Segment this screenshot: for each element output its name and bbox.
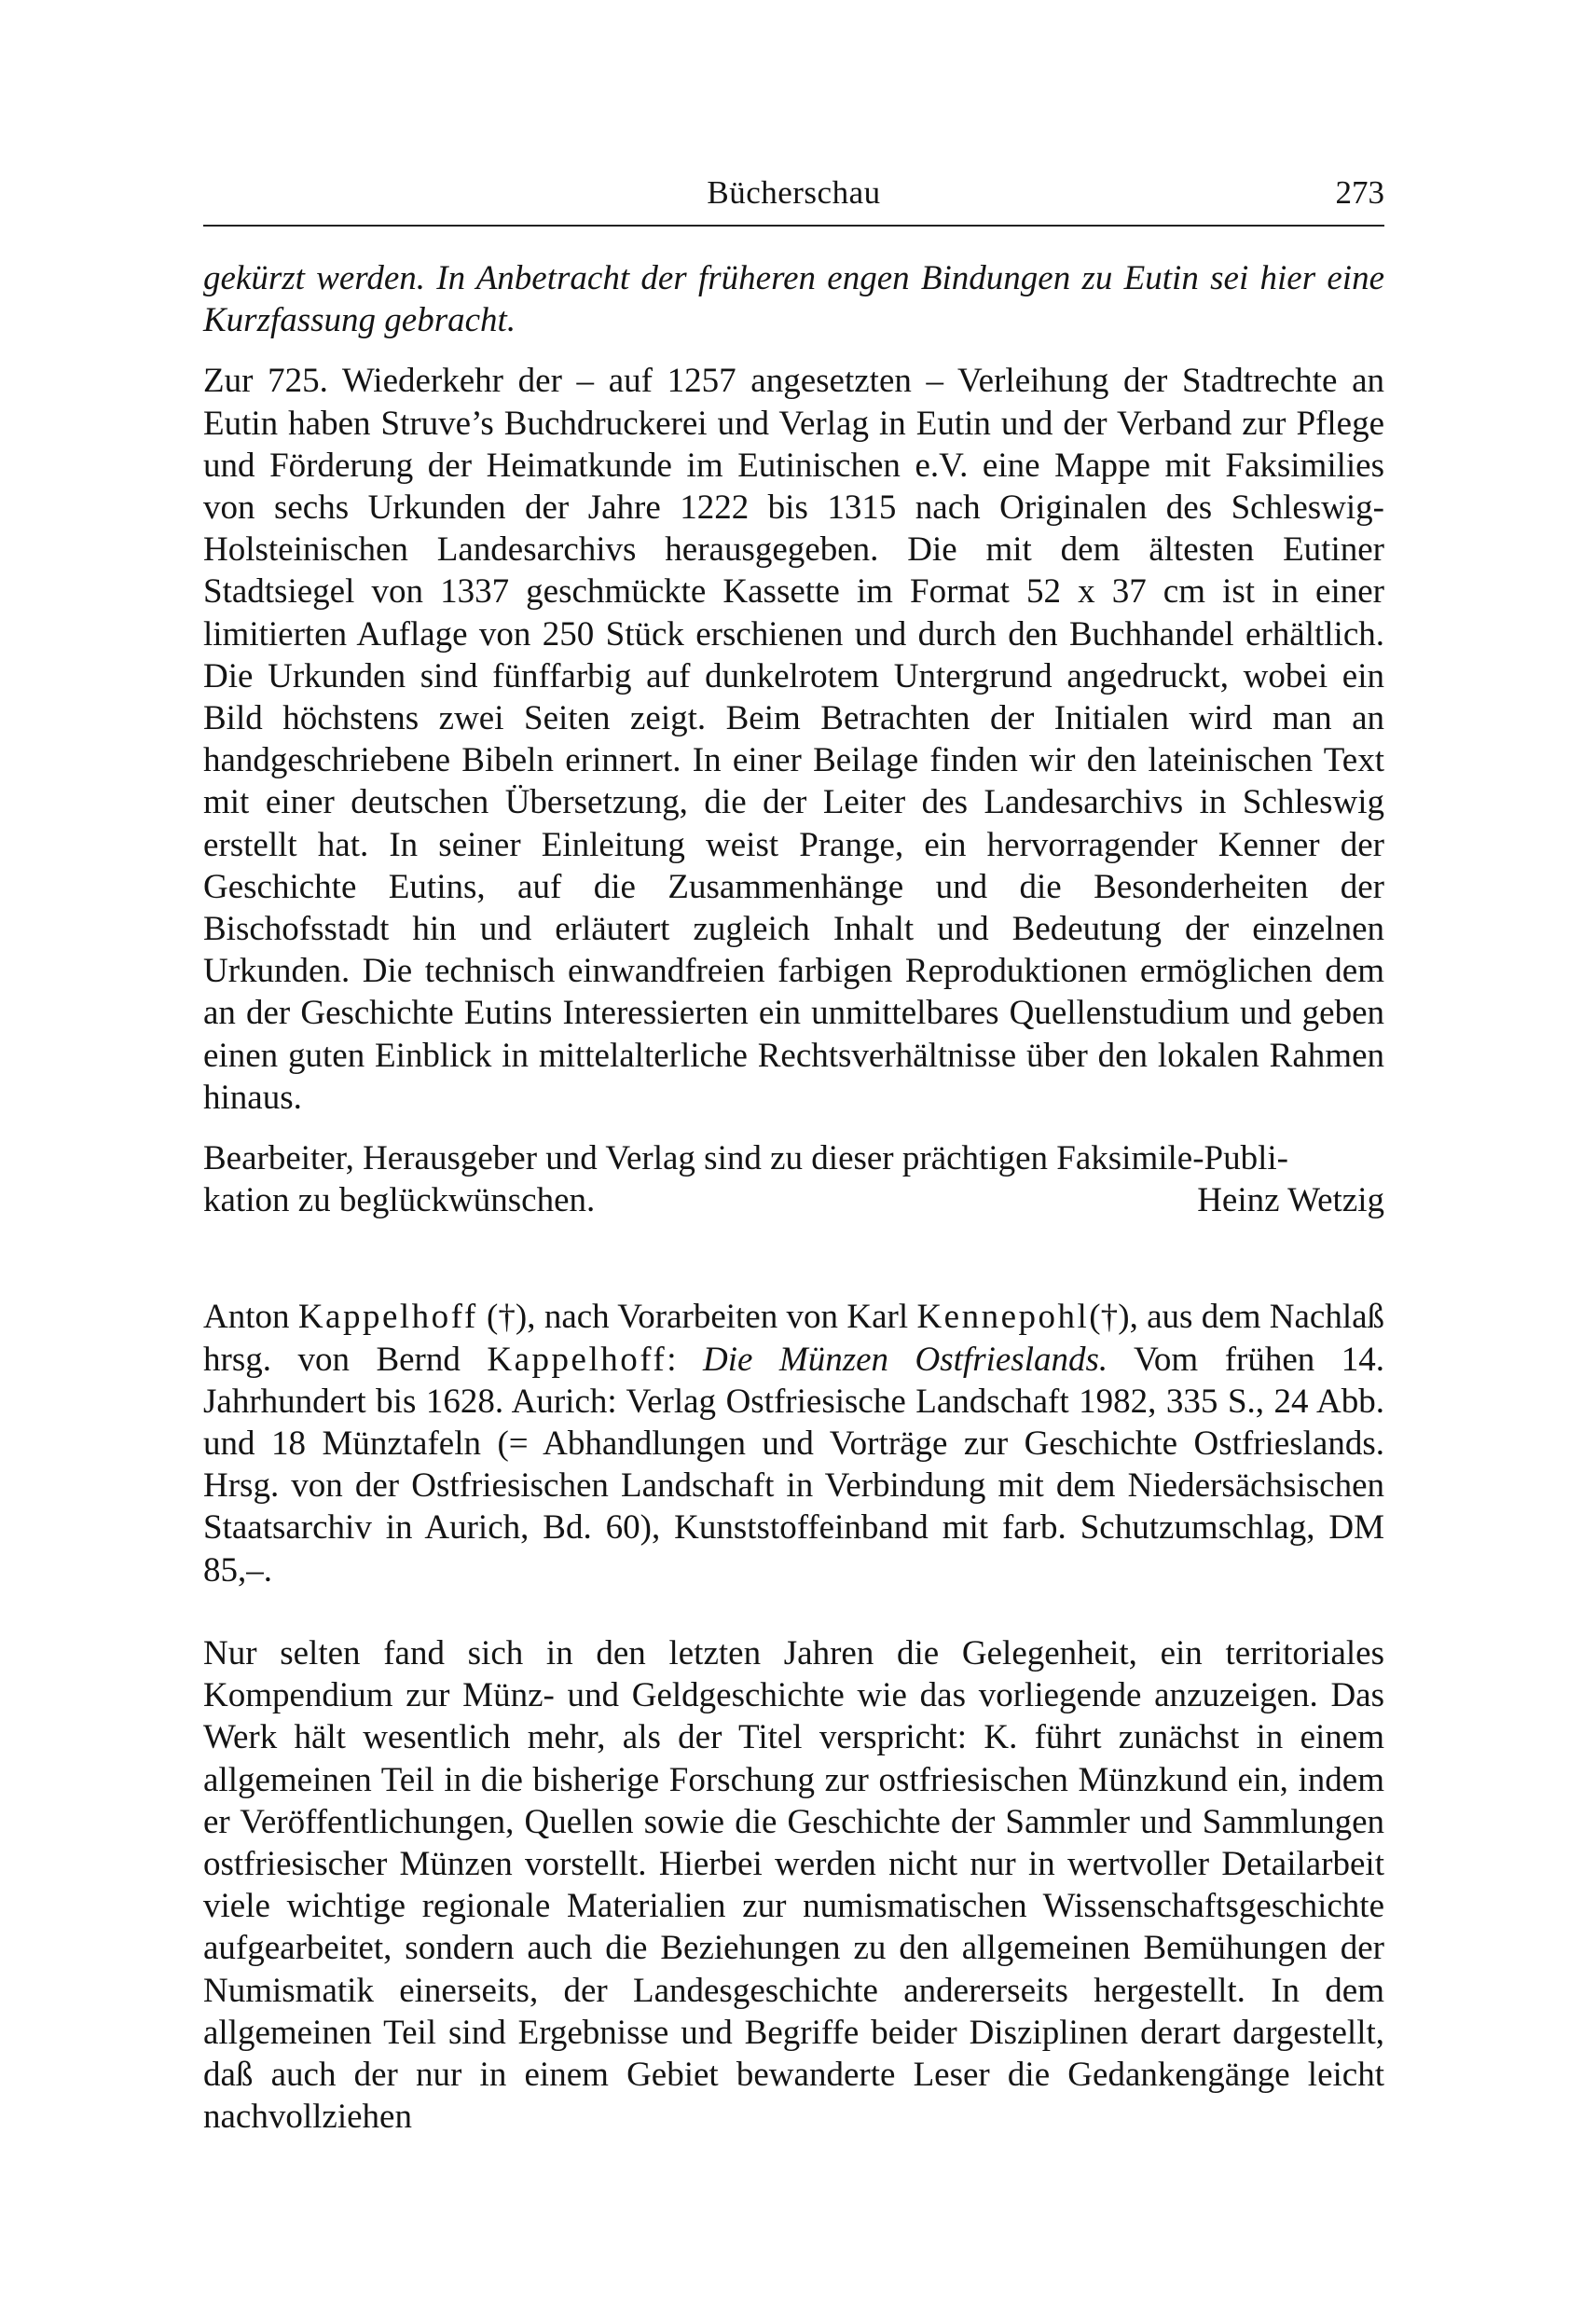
header-rule: [203, 225, 1384, 227]
entry-part-2: (†), aus dem Nachlaß hrsg. von Bernd: [203, 1298, 1385, 1379]
spacer: [203, 1221, 1384, 1296]
book-title: Die Münzen Ostfrieslands.: [702, 1340, 1108, 1379]
coauthor-surname: Kennepohl: [916, 1298, 1090, 1337]
closing-text: kation zu beglückwünschen.: [203, 1181, 596, 1220]
intro-note-paragraph: gekürzt werden. In Anbetracht der früheren engen Bindungen zu Eutin sei hier eine Kurzfassung gebracht.: [203, 259, 1384, 340]
closing-line-2: [203, 1179, 1384, 1221]
author-surname: Kappelhoff: [297, 1298, 478, 1337]
bibliographic-entry: [203, 1296, 1384, 1590]
author-first-name: Anton: [203, 1298, 290, 1337]
entry-details: Vom frühen 14. Jahrhundert bis 1628. Aurich: Verlag Ostfriesische Landschaft 1982, 335 S., 24 Abb. und 18 Münztafeln (= Abhandlungen und Vorträge zur Geschichte Ostfrieslands. Hrsg. von der Ostfriesischen Landschaft in Verbindung mit dem Niedersächsischen Staatsarchiv in Aurich, Bd. 60), Kunststoffeinband mit farb. Schutzumschlag, DM 85,–.: [203, 1340, 1384, 1590]
entry-part-1: (†), nach Vorarbeiten von Karl: [486, 1298, 909, 1337]
spacer: [203, 1591, 1384, 1632]
main-text: [203, 257, 1384, 2138]
spacer: [203, 341, 1384, 360]
reviewer-name: Heinz Wetzig: [1197, 1181, 1384, 1220]
page-number: 273: [1335, 174, 1384, 211]
spacer: [203, 1119, 1384, 1137]
editor-surname: Kappelhoff: [487, 1340, 667, 1379]
entry-colon: :: [667, 1340, 677, 1379]
review-paragraph-muenzen: Nur selten fand sich in den letzten Jahren die Gelegenheit, ein territoriales Kompendium zur Münz- und Geldgeschichte wie das vorliegende anzuzeigen. Das Werk hält wesentlich mehr, als der Titel verspricht: K. führt zunächst in einem allgemeinen Teil in die bisherige Forschung zur ostfriesischen Münzkund ein, indem er Veröffentlichungen, Quellen sowie die Geschichte der Sammler und Sammlungen ostfriesischer Münzen vorstellt. Hierbei werden nicht nur in wertvoller Detailarbeit viele wichtige regionale Materialien zur numismatischen Wissenschaftsgeschichte aufgearbeitet, sondern auch die Beziehungen zu den allgemeinen Bemühungen der Numismatik einerseits, der Landesgeschichte andererseits hergestellt. In dem allgemeinen Teil sind Ergebnisse und Begriffe beider Disziplinen derart dargestellt, daß auch der nur in einem Gebiet bewanderte Leser die Gedankengänge leicht nachvollziehen: [203, 1633, 1384, 2137]
review-paragraph-eutin: Zur 725. Wiederkehr der – auf 1257 angesetzten – Verleihung der Stadtrechte an Eutin haben Struve’s Buchdruckerei und Verlag in Eutin und der Verband zur Pflege und Förderung der Heimatkunde im Eutinischen e.V. eine Mappe mit Faksimilies von sechs Urkunden der Jahre 1222 bis 1315 nach Originalen des Schleswig-Holsteinischen Landesarchivs herausgegeben. Die mit dem ältesten Eutiner Stadtsiegel von 1337 geschmückte Kassette im Format 52 x 37 cm ist in einer limitierten Auflage von 250 Stück erschienen und durch den Buchhandel erhältlich. Die Urkunden sind fünffarbig auf dunkelrotem Untergrund angedruckt, wobei ein Bild höchstens zwei Seiten zeigt. Beim Betrachten der Initialen wird man an handgeschriebene Bibeln erinnert. In einer Beilage finden wir den lateinischen Text mit einer deutschen Übersetzung, die der Leiter des Landesarchivs in Schleswig erstellt hat. In seiner Einleitung weist Prange, ein hervorragender Kenner der Geschichte Eutins, auf die Zusammenhänge und die Besonderheiten der Bischofsstadt hin und erläutert zugleich Inhalt und Bedeutung der einzelnen Urkunden. Die technisch einwandfreien farbigen Reproduktionen ermöglichen dem an der Geschichte Eutins Interessierten ein unmittelbares Quellenstudium und geben einen guten Einblick in mittelalterliche Rechtsverhältnisse über den lokalen Rahmen hinaus.: [203, 362, 1384, 1117]
review-closing-paragraph: [203, 1137, 1384, 1221]
page-header: [203, 170, 1384, 216]
running-head: Bücherschau: [707, 174, 881, 211]
closing-line-1: Bearbeiter, Herausgeber und Verlag sind zu dieser prächtigen Faksimile-Publi-: [203, 1139, 1289, 1178]
